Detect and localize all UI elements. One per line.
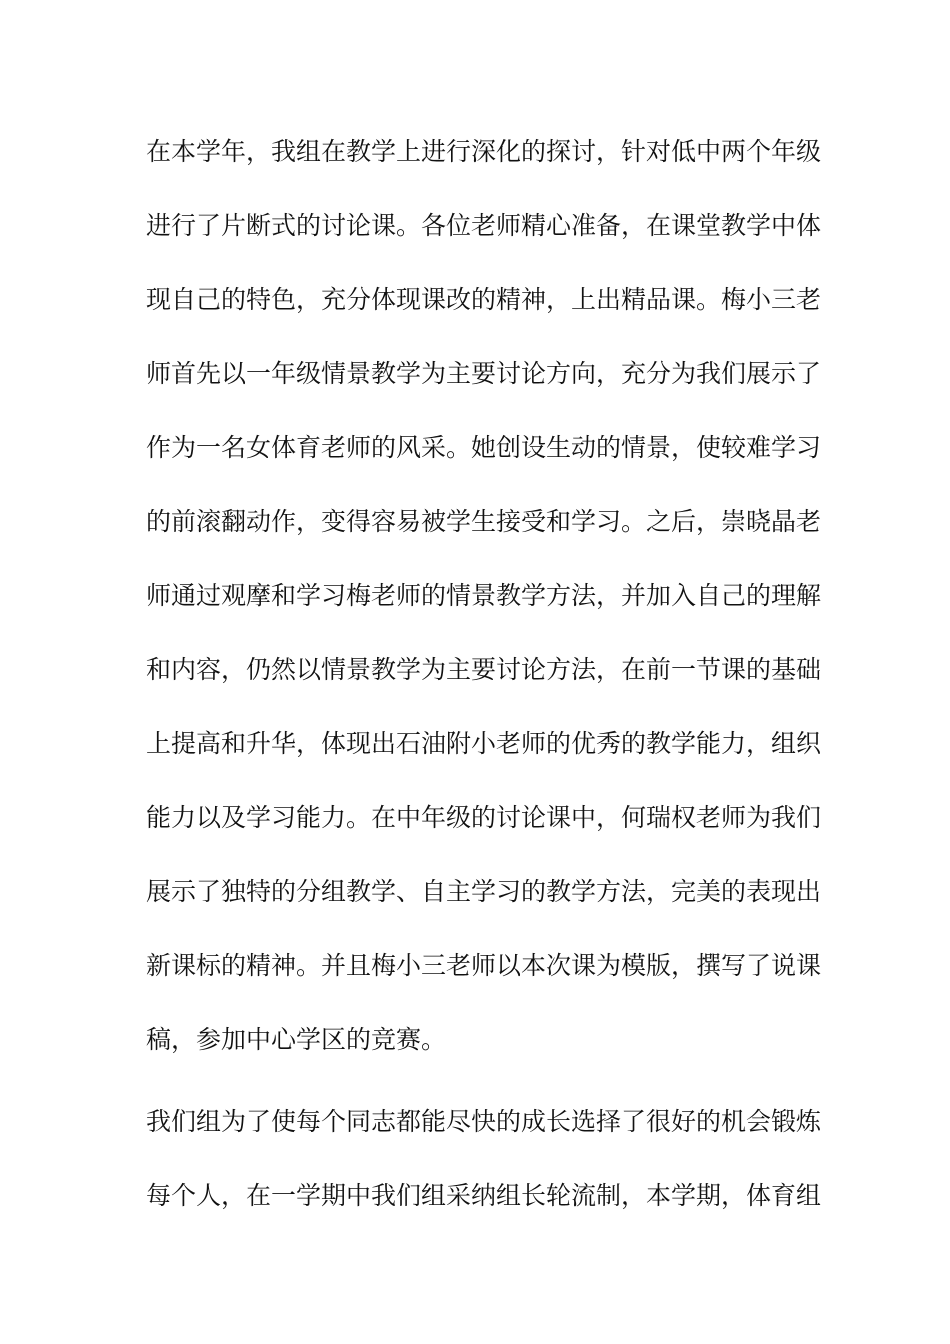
paragraph-line: 上提高和升华，体现出石油附小老师的优秀的教学能力，组织	[146, 729, 822, 758]
paragraph-line: 每个人，在一学期中我们组采纳组长轮流制，本学期，体育组	[146, 1181, 822, 1210]
paragraph-line: 我们组为了使每个同志都能尽快的成长选择了很好的机会锻炼	[146, 1107, 822, 1136]
paragraph-line: 新课标的精神。并且梅小三老师以本次课为模版，撰写了说课	[146, 951, 822, 980]
paragraph-line: 进行了片断式的讨论课。各位老师精心准备，在课堂教学中体	[146, 211, 822, 240]
paragraph-line: 作为一名女体育老师的风采。她创设生动的情景，使较难学习	[146, 433, 822, 462]
paragraph-line: 展示了独特的分组教学、自主学习的教学方法，完美的表现出	[146, 877, 822, 906]
paragraph-line: 师首先以一年级情景教学为主要讨论方向，充分为我们展示了	[146, 359, 822, 388]
paragraph-line: 稿，参加中心学区的竞赛。	[146, 1025, 447, 1054]
paragraph-line: 的前滚翻动作，变得容易被学生接受和学习。之后，崇晓晶老	[146, 507, 822, 536]
paragraph-line: 现自己的特色，充分体现课改的精神，上出精品课。梅小三老	[146, 285, 822, 314]
paragraph-line: 和内容，仍然以情景教学为主要讨论方法，在前一节课的基础	[146, 655, 822, 684]
paragraph-line: 能力以及学习能力。在中年级的讨论课中，何瑞权老师为我们	[146, 803, 822, 832]
paragraph-line: 在本学年，我组在教学上进行深化的探讨，针对低中两个年级	[146, 137, 822, 166]
paragraph-line: 师通过观摩和学习梅老师的情景教学方法，并加入自己的理解	[146, 581, 822, 610]
